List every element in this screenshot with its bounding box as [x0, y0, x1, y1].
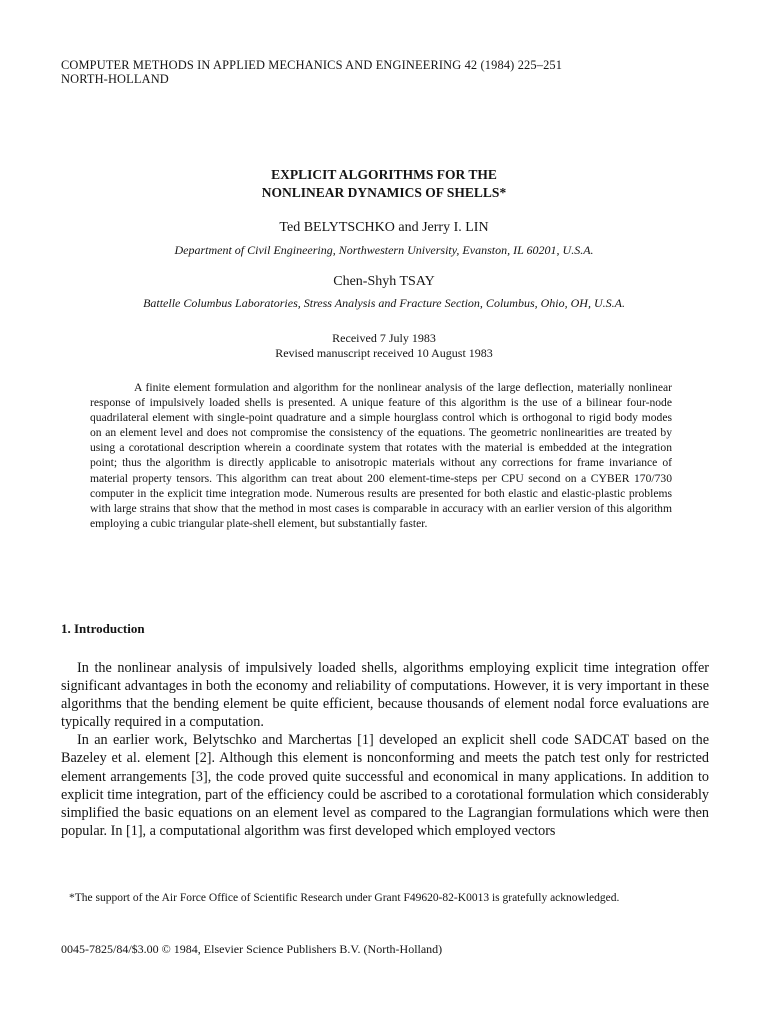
title-line-2: NONLINEAR DYNAMICS OF SHELLS*	[261, 185, 507, 200]
author-names-2: Chen-Shyh TSAY	[333, 274, 435, 289]
footnote: *The support of the Air Force Office of Scientific Research under Grant F49620-82-K0013 is gratefully acknowledged.	[69, 892, 620, 904]
received-date: Received 7 July 1983	[332, 331, 436, 345]
copyright-line: 0045-7825/84/$3.00 © 1984, Elsevier Science Publishers B.V. (North-Holland)	[61, 942, 443, 956]
abstract: A finite element formulation and algorithm for the nonlinear analysis of the large deflection, materially nonlinear response of impulsively loaded shells is presented. A unique feature of this algorithm is the use of a bilinear four-node quadrilateral element with single-point quadrature and a simple hourglass control which is orthogonal to rigid body modes on an element level and does not compromise the consistency of the equations. The geometric nonlinearities are treated by using a corotational description wherein a coordinate system that rotates with the material is embedded at the integration point; thus the algorithm is directly applicable to anisotropic materials without any corrections for frame invariance of material property tensors. This algorithm can treat about 200 element-time-steps per CPU second on a CYBER 170/730 computer in the explicit time integration mode. Numerous results are presented for both elastic and elastic-plastic problems with large strains that show that the method in most cases is comparable in accuracy with an earlier version of this algorithm employing a cubic triangular plate-shell element, but substantially faster.	[90, 381, 672, 530]
affiliation-2: Battelle Columbus Laboratories, Stress Analysis and Fracture Section, Columbus, Ohio, OH, U.S.A.	[143, 296, 625, 310]
affiliation-1: Department of Civil Engineering, Northwestern University, Evanston, IL 60201, U.S.A.	[174, 243, 594, 257]
paragraph: In the nonlinear analysis of impulsively loaded shells, algorithms employing explicit time integration offer significant advantages in both the economy and reliability of computations. However, it is very important in these algorithms that the bending element be quite efficient, because thousands of element nodal force evaluations are typically required in a computation.	[61, 660, 709, 731]
journal-header	[61, 58, 562, 86]
title-line-1: EXPLICIT ALGORITHMS FOR THE	[271, 167, 497, 182]
publisher-name: NORTH-HOLLAND	[61, 72, 169, 86]
journal-citation: COMPUTER METHODS IN APPLIED MECHANICS AND ENGINEERING 42 (1984) 225–251	[61, 58, 563, 72]
section-heading: 1. Introduction	[61, 621, 145, 636]
revised-date: Revised manuscript received 10 August 1983	[275, 346, 493, 360]
author-names-1: Ted BELYTSCHKO and Jerry I. LIN	[279, 220, 489, 235]
paragraph: In an earlier work, Belytschko and Marchertas [1] developed an explicit shell code SADCAT based on the Bazeley et al. element [2]. Although this element is nonconforming and meets the patch test only for restricted element arrangements [3], the code proved quite successful and economical in many applications. In addition to explicit time integration, part of the efficiency could be ascribed to a corotational formulation which considerably simplified the basic equations on an element level as compared to the Lagrangian formulations which were then popular. In [1], a computational algorithm was first developed which employed vectors	[61, 732, 709, 839]
paper-title	[0, 166, 768, 202]
received-dates	[0, 331, 768, 361]
introduction-body	[61, 659, 709, 840]
